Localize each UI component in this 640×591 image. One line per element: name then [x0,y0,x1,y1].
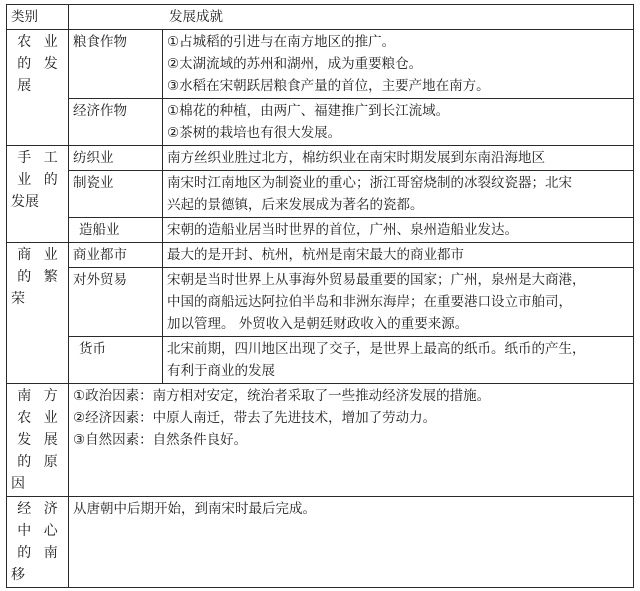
detail-foreign-trade [163,268,634,337]
category-char: 方 [43,388,58,404]
reason-line [73,407,629,429]
table-row [7,337,634,384]
category-char: 农 [17,410,32,426]
detail-grain [163,30,634,99]
category-char: 移 [11,567,25,583]
table-row [7,30,634,99]
table-row [7,171,634,218]
detail-line: ②太湖流域的苏州和湖州，成为重要粮仓。 [167,56,423,72]
detail-cities [163,243,634,268]
table-row [7,268,634,337]
detail-line: ②茶树的栽培也有很大发展。 [167,125,342,141]
detail-line: 有利于商业的发展 [167,363,275,379]
detail-shipbuilding [163,218,634,243]
category-char: 工 [43,150,58,166]
detail-line: 宋朝的造船业居当时世界的首位，广州、泉州造船业发达。 [167,222,518,238]
category-char: 济 [43,501,58,517]
category-char: 中 [17,523,32,539]
category-char: 发 [17,432,32,448]
subcategory-grain: 粮食作物 [69,30,163,99]
reason-label: ①政治因素： [73,388,153,404]
category-agriculture [7,30,69,146]
category-char: 发 [43,56,58,72]
detail-line: ③水稻在宋朝跃居粮食产量的首位，主要产地在南方。 [167,78,490,94]
category-char: 的 [43,172,58,188]
table-row [7,497,634,588]
detail-currency [163,337,634,384]
subcategory-cash-crops: 经济作物 [69,99,163,146]
reason-text: 自然条件良好。 [152,432,248,448]
category-char: 南 [43,545,58,561]
header-row [7,5,634,30]
detail-line: 兴起的景德镇，后来发展成为著名的瓷都。 [167,197,424,213]
reason-text: 南方相对安定，统治者采取了一些推动经济发展的措施。 [152,388,491,404]
subcategory-foreign-trade: 对外贸易 [69,268,163,337]
detail-line: 中国的商船远达阿拉伯半岛和非洲东海岸；在重要港口设立市舶司， [167,294,572,310]
achievements-table [6,4,634,588]
subcategory-textile: 纺织业 [69,146,163,171]
table-row [7,146,634,171]
category-char: 原 [43,454,58,470]
table-row [7,243,634,268]
category-char: 发展 [11,194,39,210]
subcategory-porcelain: 制瓷业 [69,171,163,218]
detail-line: 北宋前期，四川地区出现了交子，是世界上最高的纸币。纸币的产生， [167,341,586,357]
category-char: 的 [17,269,32,285]
category-char: 展 [17,78,32,94]
detail-line: 宋朝是当时世界上从事海外贸易最重要的国家；广州，泉州是大商港， [167,272,586,288]
table-row [7,384,634,497]
category-char: 商 [17,247,32,263]
category-char: 业 [43,34,58,50]
reason-text: 中原人南迁，带去了先进技术，增加了劳动力。 [152,410,437,426]
detail-line: 南宋时江南地区为制瓷业的重心；浙江哥窑烧制的冰裂纹瓷器；北宋 [167,175,572,191]
reason-label: ②经济因素： [73,410,153,426]
category-char: 的 [17,454,32,470]
reason-line [73,385,629,407]
category-char: 业 [43,247,58,263]
category-shift [7,497,69,588]
detail-cash-crops [163,99,634,146]
detail-reasons [69,384,634,497]
detail-line: ①占城稻的引进与在南方地区的推广。 [167,34,396,50]
detail-textile [163,146,634,171]
detail-line: ①棉花的种植，由两广、福建推广到长江流域。 [167,103,450,119]
reason-line [73,429,629,451]
detail-porcelain [163,171,634,218]
category-char: 的 [17,545,32,561]
header-category: 类别 [7,5,69,30]
category-char: 心 [43,523,58,539]
detail-line: 南方丝织业胜过北方，棉纺织业在南宋时期发展到东南沿海地区 [167,150,545,166]
category-char: 经 [17,501,32,517]
table-row [7,218,634,243]
subcategory-shipbuilding: 造船业 [69,218,163,243]
subcategory-cities: 商业都市 [69,243,163,268]
detail-shift [69,497,634,588]
detail-line: 从唐朝中后期开始，到南宋时最后完成。 [73,501,316,517]
category-char: 手 [17,150,32,166]
header-achievements: 发展成就 [69,5,634,30]
category-char: 业 [43,410,58,426]
category-char: 南 [17,388,32,404]
category-char: 繁 [43,269,58,285]
table-row [7,99,634,146]
category-char: 因 [11,476,25,492]
category-char: 荣 [11,291,25,307]
category-char: 农 [17,34,32,50]
category-reasons [7,384,69,497]
detail-line: 最大的是开封、杭州，杭州是南宋最大的商业都市 [167,247,464,263]
detail-line: 加以管理。 外贸收入是朝廷财政收入的重要来源。 [167,316,469,332]
category-char: 业 [17,172,32,188]
category-handicraft [7,146,69,243]
reason-label: ③自然因素： [73,432,153,448]
category-char: 的 [17,56,32,72]
category-commerce [7,243,69,384]
category-char: 展 [43,432,58,448]
subcategory-currency: 货币 [69,337,163,384]
